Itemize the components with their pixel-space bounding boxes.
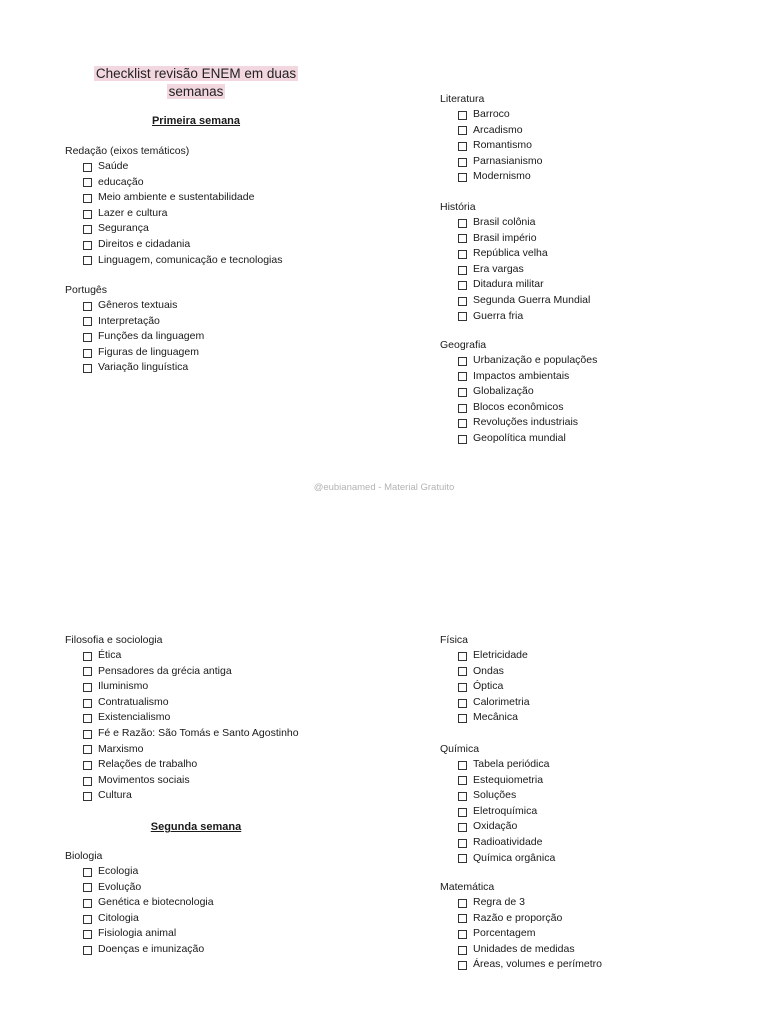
checklist-item-label: Relações de trabalho	[98, 758, 198, 771]
checkbox[interactable]	[458, 234, 467, 243]
checkbox[interactable]	[458, 250, 467, 259]
checklist-item-label: Contratualismo	[98, 695, 169, 708]
checklist-item-label: Áreas, volumes e perímetro	[473, 958, 602, 971]
checklist-item	[440, 757, 740, 773]
checklist-item	[65, 695, 365, 711]
checkbox[interactable]	[83, 899, 92, 908]
checklist-item	[65, 773, 365, 789]
section-title: Redação (eixos temáticos)	[65, 145, 190, 157]
checklist-item	[65, 679, 365, 695]
checklist-item	[65, 895, 365, 911]
checklist-item	[440, 231, 740, 247]
checkbox[interactable]	[458, 854, 467, 863]
section-geografia	[440, 337, 740, 447]
checkbox[interactable]	[458, 961, 467, 970]
checklist-item-label: Ditadura militar	[473, 278, 544, 291]
section-fisica	[440, 632, 740, 726]
section-title: Biologia	[65, 850, 103, 862]
checklist-item	[440, 215, 740, 231]
page-title-line-2: semanas	[168, 84, 224, 99]
checklist-item	[65, 880, 365, 896]
checklist-item-label: Oxidação	[473, 820, 518, 833]
checkbox[interactable]	[458, 914, 467, 923]
section-title: História	[440, 201, 476, 213]
checkbox[interactable]	[458, 699, 467, 708]
checklist-item-label: Fé e Razão: São Tomás e Santo Agostinho	[98, 726, 299, 739]
checkbox[interactable]	[83, 256, 92, 265]
checkbox[interactable]	[83, 930, 92, 939]
checkbox[interactable]	[458, 808, 467, 817]
checkbox[interactable]	[458, 761, 467, 770]
section-title: Matemática	[440, 881, 495, 893]
checklist-item	[65, 942, 365, 958]
section-filosofia	[65, 632, 365, 804]
checklist-item	[440, 154, 740, 170]
checkbox[interactable]	[83, 364, 92, 373]
checkbox[interactable]	[458, 357, 467, 366]
checklist-item-label: Estequiometria	[473, 773, 544, 786]
checklist-item-label: Regra de 3	[473, 896, 525, 908]
checklist-item	[65, 710, 365, 726]
checklist-item	[440, 293, 740, 309]
checklist-item	[440, 353, 740, 369]
checkbox[interactable]	[83, 699, 92, 708]
checkbox[interactable]	[458, 930, 467, 939]
checklist-item-label: Blocos econômicos	[473, 400, 564, 413]
checklist-item	[65, 726, 365, 742]
checklist-item-label: Tabela periódica	[473, 758, 550, 770]
checklist-item-label: Saúde	[98, 160, 129, 172]
checklist-item	[65, 360, 365, 376]
checklist-item-label: Segunda Guerra Mundial	[473, 293, 591, 306]
checkbox[interactable]	[83, 163, 92, 172]
checklist-item-label: Existencialismo	[98, 711, 171, 724]
checklist-item	[65, 298, 365, 314]
checklist	[65, 648, 365, 804]
checklist-item	[65, 742, 365, 758]
checklist-item-label: Pensadores da grécia antiga	[98, 664, 232, 677]
checklist-item-label: Modernismo	[473, 170, 531, 183]
checklist-item-label: Direitos e cidadania	[98, 237, 191, 250]
checklist	[440, 895, 740, 973]
checkbox[interactable]	[83, 777, 92, 786]
checklist-item	[440, 926, 740, 942]
checklist-item-label: Soluções	[473, 789, 517, 802]
checklist-item	[65, 911, 365, 927]
checklist-item	[440, 695, 740, 711]
checkbox[interactable]	[458, 142, 467, 151]
checklist-item	[440, 107, 740, 123]
section-title: Física	[440, 634, 469, 646]
checkbox[interactable]	[83, 883, 92, 892]
section-literatura	[440, 91, 740, 185]
checklist-item-label: Gêneros textuais	[98, 299, 178, 311]
checklist-item	[65, 175, 365, 191]
checklist-item-label: Funções da linguagem	[98, 330, 205, 343]
checkbox[interactable]	[83, 317, 92, 326]
checklist-item-label: Iluminismo	[98, 680, 149, 693]
checkbox[interactable]	[458, 111, 467, 120]
checklist-item	[440, 262, 740, 278]
checklist-item-label: Citologia	[98, 911, 139, 924]
checkbox[interactable]	[458, 173, 467, 182]
checklist-item-label: Era vargas	[473, 262, 524, 275]
section-title: Literatura	[440, 93, 485, 105]
checklist-item-label: Variação linguística	[98, 361, 189, 374]
checklist-item-label: Barroco	[473, 108, 510, 120]
section-redacao	[65, 143, 365, 268]
checklist	[440, 107, 740, 185]
checklist-item	[440, 957, 740, 973]
checklist-item-label: Fisiologia animal	[98, 927, 177, 940]
checklist-item	[440, 804, 740, 820]
checkbox[interactable]	[458, 266, 467, 275]
checkbox[interactable]	[83, 225, 92, 234]
checkbox[interactable]	[458, 281, 467, 290]
checklist-item	[440, 851, 740, 867]
checklist-item	[440, 679, 740, 695]
checkbox[interactable]	[458, 126, 467, 135]
section-matematica	[440, 879, 740, 973]
checkbox[interactable]	[458, 652, 467, 661]
checklist-item	[440, 169, 740, 185]
checkbox[interactable]	[458, 899, 467, 908]
checklist-item-label: Revoluções industriais	[473, 416, 579, 429]
checklist-item-label: Porcentagem	[473, 927, 536, 940]
week-1-heading: Primeira semana	[151, 115, 241, 127]
checkbox[interactable]	[458, 683, 467, 692]
checklist-item	[440, 431, 740, 447]
checklist-item	[440, 895, 740, 911]
checklist	[440, 353, 740, 447]
checkbox[interactable]	[458, 404, 467, 413]
checklist	[65, 298, 365, 376]
checklist-item-label: Meio ambiente e sustentabilidade	[98, 191, 255, 204]
checkbox[interactable]	[83, 241, 92, 250]
checkbox[interactable]	[83, 194, 92, 203]
checkbox[interactable]	[83, 761, 92, 770]
checklist-item	[65, 926, 365, 942]
checklist-item	[65, 314, 365, 330]
checklist-item	[440, 710, 740, 726]
checklist-item	[65, 190, 365, 206]
checklist-item-label: Mecânica	[473, 711, 518, 724]
checklist-item	[65, 648, 365, 664]
checklist-item-label: Eletricidade	[473, 649, 528, 661]
checkbox[interactable]	[458, 435, 467, 444]
checklist-item	[440, 911, 740, 927]
checklist-item-label: Urbanização e populações	[473, 354, 598, 366]
checkbox[interactable]	[458, 219, 467, 228]
checkbox[interactable]	[458, 776, 467, 785]
checklist-item	[440, 648, 740, 664]
checklist-item-label: Lazer e cultura	[98, 206, 168, 219]
checkbox[interactable]	[83, 652, 92, 661]
checklist-item-label: Evolução	[98, 880, 142, 893]
checkbox[interactable]	[83, 745, 92, 754]
checklist-item	[65, 788, 365, 804]
checkbox[interactable]	[83, 714, 92, 723]
checkbox[interactable]	[458, 792, 467, 801]
section-quimica	[440, 741, 740, 866]
checklist-item	[65, 206, 365, 222]
checkbox[interactable]	[83, 730, 92, 739]
checklist-item	[65, 864, 365, 880]
checklist-item-label: Química orgânica	[473, 851, 556, 864]
section-historia	[440, 199, 740, 324]
checklist-item	[440, 835, 740, 851]
checklist	[440, 648, 740, 726]
page-title-line-1: Checklist revisão ENEM em duas	[95, 66, 297, 81]
checkbox[interactable]	[458, 419, 467, 428]
checklist-item-label: Movimentos sociais	[98, 773, 190, 786]
checklist-item-label: Genética e biotecnologia	[98, 896, 214, 909]
checklist-item	[440, 415, 740, 431]
checklist	[65, 864, 365, 958]
checklist-item-label: Arcadismo	[473, 123, 523, 136]
checklist-item-label: Ondas	[473, 664, 504, 677]
section-title: Química	[440, 743, 480, 755]
checkbox[interactable]	[83, 349, 92, 358]
checklist-item	[65, 253, 365, 269]
checkbox[interactable]	[83, 333, 92, 342]
checkbox[interactable]	[458, 714, 467, 723]
section-biologia	[65, 848, 365, 958]
checklist-item	[65, 221, 365, 237]
checkbox[interactable]	[458, 823, 467, 832]
checklist-item	[440, 942, 740, 958]
footer-credit: @eubianamed - Material Gratuito	[313, 482, 455, 493]
checklist	[440, 757, 740, 866]
checklist-item-label: Eletroquímica	[473, 804, 538, 817]
page-title	[66, 65, 326, 101]
checklist-item	[440, 400, 740, 416]
checklist-item	[65, 664, 365, 680]
checklist-item-label: Guerra fria	[473, 309, 524, 322]
checklist-item	[65, 237, 365, 253]
checkbox[interactable]	[83, 915, 92, 924]
checkbox[interactable]	[83, 210, 92, 219]
checklist-item	[65, 329, 365, 345]
checklist-item	[65, 159, 365, 175]
checklist-item	[440, 788, 740, 804]
checkbox[interactable]	[458, 372, 467, 381]
checklist-item-label: Linguagem, comunicação e tecnologias	[98, 253, 283, 266]
checkbox[interactable]	[83, 302, 92, 311]
checklist-item-label: Brasil colônia	[473, 216, 536, 228]
checklist-item	[440, 773, 740, 789]
checklist-item-label: Radioatividade	[473, 835, 543, 848]
checklist-item-label: Ética	[98, 649, 122, 661]
checkbox[interactable]	[83, 946, 92, 955]
checklist-item-label: Romantismo	[473, 139, 532, 152]
checklist-item	[65, 345, 365, 361]
checklist	[440, 215, 740, 324]
checklist-item	[440, 664, 740, 680]
checklist-item-label: Parnasianismo	[473, 154, 543, 167]
checkbox[interactable]	[458, 839, 467, 848]
checkbox[interactable]	[458, 297, 467, 306]
section-title: Filosofia e sociologia	[65, 634, 163, 646]
checklist-item-label: educação	[98, 175, 144, 188]
checkbox[interactable]	[458, 158, 467, 167]
checklist-item	[440, 309, 740, 325]
checklist-item-label: Calorimetria	[473, 695, 530, 708]
checklist-item	[65, 757, 365, 773]
checklist-item-label: Marxismo	[98, 742, 144, 755]
checkbox[interactable]	[83, 178, 92, 187]
checkbox[interactable]	[83, 792, 92, 801]
section-title: Geografia	[440, 339, 487, 351]
checklist-item	[440, 277, 740, 293]
checklist-item	[440, 369, 740, 385]
checklist-item-label: Doenças e imunização	[98, 942, 205, 955]
checklist-item-label: Óptica	[473, 680, 504, 693]
checklist-item-label: Impactos ambientais	[473, 369, 570, 382]
checklist-item-label: Globalização	[473, 385, 534, 398]
checkbox[interactable]	[83, 868, 92, 877]
checklist-item-label: Unidades de medidas	[473, 942, 575, 955]
week-2-heading: Segunda semana	[150, 821, 242, 833]
checklist-item	[440, 138, 740, 154]
checkbox[interactable]	[458, 946, 467, 955]
checklist-item	[440, 123, 740, 139]
checklist-item-label: Segurança	[98, 222, 149, 235]
checklist-item-label: Razão e proporção	[473, 911, 563, 924]
checklist-item-label: Interpretação	[98, 314, 160, 327]
section-portugues	[65, 282, 365, 376]
checklist-item-label: Cultura	[98, 789, 132, 802]
section-title: Portugês	[65, 284, 108, 296]
checklist-item	[440, 819, 740, 835]
checklist-item	[440, 246, 740, 262]
checklist-item-label: Geopolítica mundial	[473, 431, 566, 444]
checkbox[interactable]	[458, 388, 467, 397]
checklist-item-label: Brasil império	[473, 231, 537, 244]
checkbox[interactable]	[458, 312, 467, 321]
checklist-item-label: República velha	[473, 247, 548, 260]
checkbox[interactable]	[458, 667, 467, 676]
checkbox[interactable]	[83, 683, 92, 692]
checkbox[interactable]	[83, 667, 92, 676]
checklist-item-label: Ecologia	[98, 865, 139, 877]
checklist	[65, 159, 365, 268]
checklist-item-label: Figuras de linguagem	[98, 345, 199, 358]
checklist-item	[440, 384, 740, 400]
